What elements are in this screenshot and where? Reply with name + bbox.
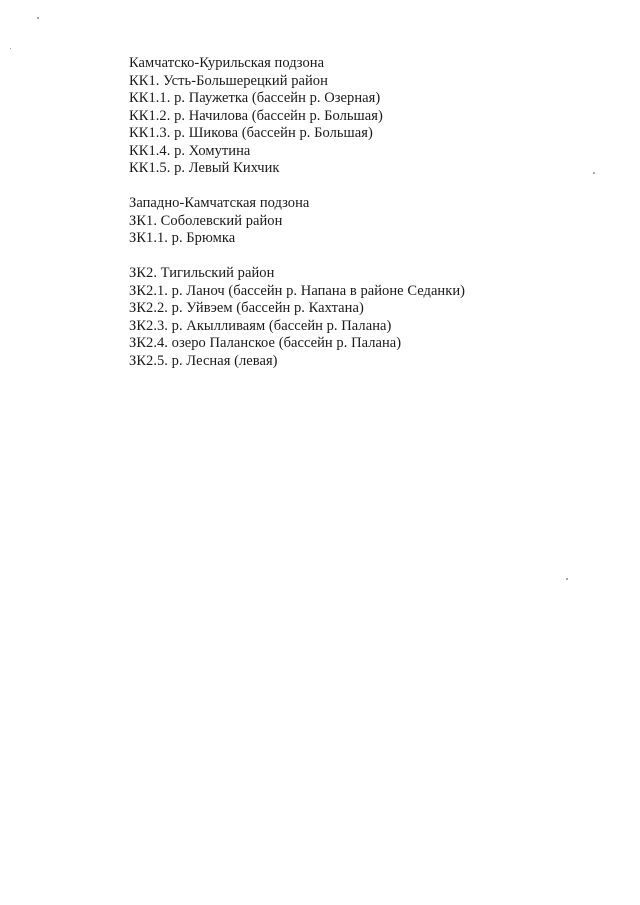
list-item: КК1.1. р. Паужетка (бассейн р. Озерная) xyxy=(129,90,381,106)
scan-speck xyxy=(10,48,11,49)
list-item: ЗК1. Соболевский район xyxy=(129,212,283,229)
section-heading: Камчатско-Курильская подзона xyxy=(129,55,325,71)
section-heading: ЗК2. Тигильский район xyxy=(129,265,275,281)
blank-line xyxy=(129,248,629,266)
list-item: ЗК1.1. р. Брюмка xyxy=(129,230,236,246)
list-item: ЗК2.4. озеро Паланское (бассейн р. Палана) xyxy=(129,335,402,351)
scan-speck xyxy=(566,578,568,580)
list-item: ЗК2.1. р. Ланоч (бассейн р. Напана в районе Седанки) xyxy=(129,282,466,299)
list-item: ЗК2.5. р. Лесная (левая) xyxy=(129,352,278,369)
list-item: ЗК2.3. р. Акылливаям (бассейн р. Палана) xyxy=(129,317,392,334)
list-item: КК1.5. р. Левый Кихчик xyxy=(129,160,280,176)
blank-line xyxy=(129,178,629,196)
section-heading: Западно-Камчатская подзона xyxy=(129,195,310,211)
list-item: КК1.3. р. Шикова (бассейн р. Большая) xyxy=(129,125,373,141)
scan-speck xyxy=(37,17,39,19)
document-body xyxy=(129,55,629,370)
list-item: КК1.2. р. Начилова (бассейн р. Большая) xyxy=(129,107,383,124)
list-item: ЗК2.2. р. Уйвэем (бассейн р. Кахтана) xyxy=(129,300,364,316)
list-item: КК1.4. р. Хомутина xyxy=(129,142,251,159)
list-item: КК1. Усть-Большерецкий район xyxy=(129,72,328,89)
